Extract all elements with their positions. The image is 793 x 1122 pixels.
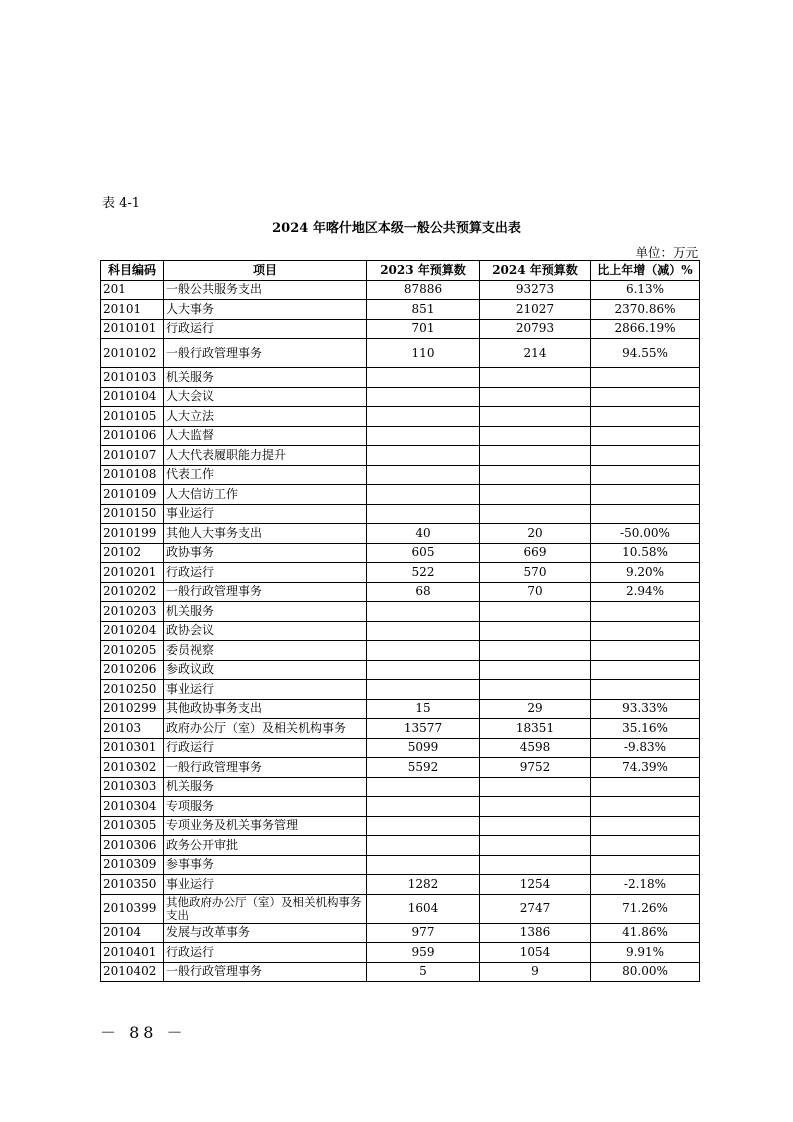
cell-2023: 40: [367, 524, 480, 544]
cell-change: 93.33%: [591, 699, 700, 719]
table-row: [101, 894, 700, 923]
cell-2023: 851: [367, 300, 480, 320]
cell-code: 2010303: [101, 777, 164, 797]
cell-2024: [480, 407, 591, 427]
cell-code: 2010306: [101, 836, 164, 856]
table-row: [101, 602, 700, 622]
cell-change: [591, 855, 700, 875]
table-row: [101, 446, 700, 466]
table-row: [101, 816, 700, 836]
cell-item: 人大信访工作: [164, 485, 367, 505]
cell-item: 参事事务: [164, 855, 367, 875]
cell-2024: 9752: [480, 758, 591, 778]
cell-code: 2010250: [101, 680, 164, 700]
table-row: [101, 563, 700, 583]
cell-2024: 29: [480, 699, 591, 719]
cell-item: 行政运行: [164, 563, 367, 583]
cell-2023: [367, 855, 480, 875]
cell-2023: [367, 836, 480, 856]
cell-item: 人大立法: [164, 407, 367, 427]
cell-item: 一般公共服务支出: [164, 280, 367, 300]
cell-change: -9.83%: [591, 738, 700, 758]
table-row: [101, 855, 700, 875]
table-row: [101, 543, 700, 563]
cell-2024: [480, 426, 591, 446]
cell-change: [591, 368, 700, 388]
cell-item: 专项业务及机关事务管理: [164, 816, 367, 836]
cell-2024: 93273: [480, 280, 591, 300]
cell-change: [591, 660, 700, 680]
table-row: [101, 407, 700, 427]
table-row: [101, 641, 700, 661]
cell-code: 2010205: [101, 641, 164, 661]
cell-code: 2010107: [101, 446, 164, 466]
cell-item: 发展与改革事务: [164, 923, 367, 943]
table-row: [101, 485, 700, 505]
cell-2024: [480, 777, 591, 797]
cell-code: 2010305: [101, 816, 164, 836]
cell-2024: 20: [480, 524, 591, 544]
table-row: [101, 943, 700, 963]
table-row: [101, 582, 700, 602]
cell-change: [591, 485, 700, 505]
header-change: 比上年增（减）%: [591, 261, 700, 281]
cell-code: 2010104: [101, 387, 164, 407]
cell-2023: [367, 485, 480, 505]
header-2024: 2024 年预算数: [480, 261, 591, 281]
table-row: [101, 680, 700, 700]
cell-2023: 701: [367, 319, 480, 339]
cell-code: 20103: [101, 719, 164, 739]
cell-code: 2010203: [101, 602, 164, 622]
cell-2024: [480, 602, 591, 622]
cell-item: 行政运行: [164, 943, 367, 963]
cell-2024: [480, 621, 591, 641]
cell-change: [591, 602, 700, 622]
cell-2023: [367, 368, 480, 388]
cell-change: 2370.86%: [591, 300, 700, 320]
cell-2023: 959: [367, 943, 480, 963]
cell-2023: 5099: [367, 738, 480, 758]
cell-change: [591, 680, 700, 700]
cell-change: 9.20%: [591, 563, 700, 583]
cell-code: 20102: [101, 543, 164, 563]
cell-change: 80.00%: [591, 962, 700, 982]
cell-2023: [367, 660, 480, 680]
cell-change: [591, 797, 700, 817]
cell-item: 机关服务: [164, 602, 367, 622]
cell-change: 35.16%: [591, 719, 700, 739]
cell-2024: [480, 387, 591, 407]
table-row: [101, 504, 700, 524]
cell-code: 2010401: [101, 943, 164, 963]
cell-2023: [367, 407, 480, 427]
cell-2024: 21027: [480, 300, 591, 320]
cell-code: 20101: [101, 300, 164, 320]
cell-2024: 2747: [480, 894, 591, 923]
cell-code: 2010106: [101, 426, 164, 446]
table-row: [101, 280, 700, 300]
budget-table: [100, 260, 700, 982]
cell-2023: 977: [367, 923, 480, 943]
cell-code: 2010302: [101, 758, 164, 778]
cell-code: 2010202: [101, 582, 164, 602]
cell-change: [591, 836, 700, 856]
cell-2023: [367, 504, 480, 524]
cell-2024: 4598: [480, 738, 591, 758]
header-2023: 2023 年预算数: [367, 261, 480, 281]
cell-item: 其他人大事务支出: [164, 524, 367, 544]
cell-2024: 214: [480, 339, 591, 368]
cell-change: 74.39%: [591, 758, 700, 778]
cell-item: 人大代表履职能力提升: [164, 446, 367, 466]
cell-2024: 18351: [480, 719, 591, 739]
table-row: [101, 797, 700, 817]
cell-2023: [367, 621, 480, 641]
cell-2024: [480, 465, 591, 485]
cell-2023: 1282: [367, 875, 480, 895]
document-title: 2024 年喀什地区本级一般公共预算支出表: [272, 221, 521, 236]
table-row: [101, 524, 700, 544]
table-body: [101, 280, 700, 982]
cell-code: 2010399: [101, 894, 164, 923]
table-row: [101, 368, 700, 388]
cell-item: 一般行政管理事务: [164, 339, 367, 368]
cell-item: 事业运行: [164, 504, 367, 524]
cell-change: [591, 446, 700, 466]
table-row: [101, 319, 700, 339]
cell-change: [591, 621, 700, 641]
cell-code: 2010204: [101, 621, 164, 641]
cell-code: 2010304: [101, 797, 164, 817]
cell-2023: [367, 777, 480, 797]
unit-label: 单位：万元: [635, 245, 698, 260]
cell-change: [591, 426, 700, 446]
cell-item: 机关服务: [164, 777, 367, 797]
cell-2023: 5: [367, 962, 480, 982]
cell-item: 其他政府办公厅（室）及相关机构事务支出: [164, 894, 367, 923]
table-row: [101, 719, 700, 739]
cell-item: 一般行政管理事务: [164, 962, 367, 982]
cell-2024: [480, 485, 591, 505]
cell-change: 41.86%: [591, 923, 700, 943]
cell-item: 行政运行: [164, 319, 367, 339]
table-row: [101, 387, 700, 407]
cell-item: 机关服务: [164, 368, 367, 388]
cell-change: [591, 387, 700, 407]
cell-code: 2010299: [101, 699, 164, 719]
cell-code: 2010350: [101, 875, 164, 895]
cell-item: 人大监督: [164, 426, 367, 446]
table-row: [101, 621, 700, 641]
cell-code: 2010103: [101, 368, 164, 388]
cell-change: [591, 504, 700, 524]
cell-code: 2010402: [101, 962, 164, 982]
cell-2024: 1054: [480, 943, 591, 963]
header-row: [101, 261, 700, 281]
cell-item: 一般行政管理事务: [164, 582, 367, 602]
cell-item: 事业运行: [164, 875, 367, 895]
cell-change: [591, 777, 700, 797]
table-row: [101, 738, 700, 758]
cell-2023: [367, 602, 480, 622]
cell-code: 2010108: [101, 465, 164, 485]
cell-2024: [480, 797, 591, 817]
cell-2024: [480, 836, 591, 856]
cell-code: 2010150: [101, 504, 164, 524]
table-row: [101, 836, 700, 856]
cell-change: [591, 465, 700, 485]
header-code: 科目编码: [101, 261, 164, 281]
cell-code: 20104: [101, 923, 164, 943]
cell-2023: 522: [367, 563, 480, 583]
table-row: [101, 426, 700, 446]
cell-2023: [367, 465, 480, 485]
cell-code: 2010109: [101, 485, 164, 505]
cell-2023: 87886: [367, 280, 480, 300]
table-label: 表 4-1: [102, 196, 141, 211]
cell-change: [591, 816, 700, 836]
cell-code: 2010101: [101, 319, 164, 339]
cell-2024: 9: [480, 962, 591, 982]
table-row: [101, 699, 700, 719]
cell-2024: [480, 855, 591, 875]
cell-code: 2010206: [101, 660, 164, 680]
table-row: [101, 758, 700, 778]
cell-item: 委员视察: [164, 641, 367, 661]
cell-code: 2010102: [101, 339, 164, 368]
cell-item: 事业运行: [164, 680, 367, 700]
table-header: [101, 261, 700, 281]
cell-change: 94.55%: [591, 339, 700, 368]
cell-2023: [367, 446, 480, 466]
cell-2024: [480, 368, 591, 388]
cell-item: 一般行政管理事务: [164, 758, 367, 778]
table-row: [101, 777, 700, 797]
cell-item: 政务公开审批: [164, 836, 367, 856]
cell-2024: [480, 504, 591, 524]
table-row: [101, 962, 700, 982]
cell-change: [591, 641, 700, 661]
cell-item: 政协事务: [164, 543, 367, 563]
cell-2023: [367, 641, 480, 661]
cell-2023: 5592: [367, 758, 480, 778]
cell-item: 政协会议: [164, 621, 367, 641]
cell-2023: [367, 816, 480, 836]
cell-code: 2010199: [101, 524, 164, 544]
table-row: [101, 300, 700, 320]
cell-2024: 1254: [480, 875, 591, 895]
cell-2024: [480, 660, 591, 680]
cell-change: -2.18%: [591, 875, 700, 895]
cell-code: 2010301: [101, 738, 164, 758]
cell-change: 9.91%: [591, 943, 700, 963]
cell-item: 人大事务: [164, 300, 367, 320]
table-row: [101, 923, 700, 943]
cell-2024: 20793: [480, 319, 591, 339]
cell-code: 2010201: [101, 563, 164, 583]
cell-change: -50.00%: [591, 524, 700, 544]
cell-2024: [480, 680, 591, 700]
cell-2024: 669: [480, 543, 591, 563]
table-row: [101, 465, 700, 485]
cell-change: [591, 407, 700, 427]
cell-2023: [367, 797, 480, 817]
cell-2023: 110: [367, 339, 480, 368]
cell-change: 6.13%: [591, 280, 700, 300]
table-row: [101, 660, 700, 680]
cell-2024: 70: [480, 582, 591, 602]
cell-2024: [480, 641, 591, 661]
cell-2023: 605: [367, 543, 480, 563]
cell-2024: [480, 816, 591, 836]
cell-2023: [367, 387, 480, 407]
cell-change: 71.26%: [591, 894, 700, 923]
cell-item: 其他政协事务支出: [164, 699, 367, 719]
cell-item: 专项服务: [164, 797, 367, 817]
table-row: [101, 339, 700, 368]
cell-item: 代表工作: [164, 465, 367, 485]
cell-2023: 15: [367, 699, 480, 719]
cell-2023: 13577: [367, 719, 480, 739]
cell-code: 2010309: [101, 855, 164, 875]
cell-item: 政府办公厅（室）及相关机构事务: [164, 719, 367, 739]
cell-change: 2866.19%: [591, 319, 700, 339]
cell-code: 201: [101, 280, 164, 300]
cell-2024: 570: [480, 563, 591, 583]
cell-2023: [367, 680, 480, 700]
cell-change: 2.94%: [591, 582, 700, 602]
cell-2023: 1604: [367, 894, 480, 923]
cell-2024: 1386: [480, 923, 591, 943]
cell-2023: 68: [367, 582, 480, 602]
table-row: [101, 875, 700, 895]
cell-item: 参政议政: [164, 660, 367, 680]
cell-change: 10.58%: [591, 543, 700, 563]
cell-code: 2010105: [101, 407, 164, 427]
cell-item: 行政运行: [164, 738, 367, 758]
cell-2024: [480, 446, 591, 466]
cell-item: 人大会议: [164, 387, 367, 407]
header-item: 项目: [164, 261, 367, 281]
cell-2023: [367, 426, 480, 446]
page-number: － 88 －: [100, 1023, 187, 1042]
